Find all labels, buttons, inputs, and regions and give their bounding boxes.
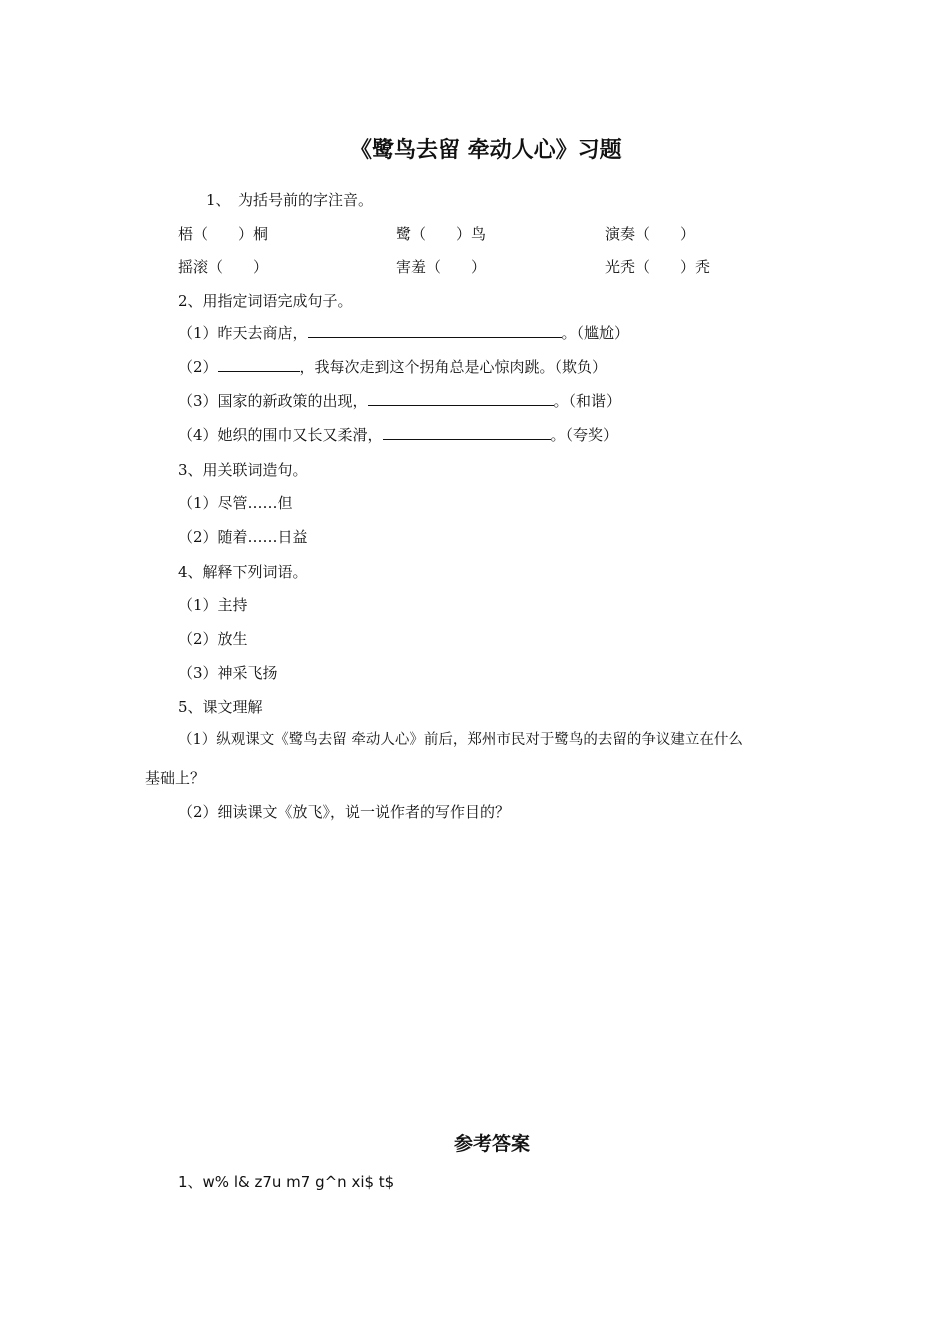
answer-1: 1、w% l& z7u m7 g^n xi$ t$ [178,1173,395,1191]
page-title: 《鹭鸟去留 牵动人心》习题 [350,137,622,163]
sentence-suffix: 。（和谐） [553,392,622,410]
sentence-suffix: ，我每次走到这个拐角总是心惊肉跳。（欺负） [299,358,608,376]
q4-heading: 4、解释下列词语。 [178,563,308,581]
sentence-prefix: （2） [178,358,218,376]
q2-sentence-3 [178,391,621,411]
q5-item-2: （2）细读课文《放飞》，说一说作者的写作目的？ [178,803,511,821]
q5-heading: 5、课文理解 [178,698,263,716]
q3-heading: 3、用关联词造句。 [178,461,308,479]
sentence-prefix: （1）昨天去商店， [178,324,308,342]
q1-item: 梧（ ）桐 [178,225,269,243]
q4-item: （1）主持 [178,596,248,614]
sentence-suffix: 。（尴尬） [561,324,630,342]
q5-item-1-line-2: 基础上？ [145,769,206,787]
q2-sentence-1 [178,323,629,343]
sentence-prefix: （3）国家的新政策的出现， [178,392,368,410]
q1-item: 鹭（ ）鸟 [396,225,487,243]
q5-item-1-line-1: （1）纵观课文《鹭鸟去留 牵动人心》前后，郑州市民对于鹭鸟的去留的争议建立在什么 [178,732,743,748]
sentence-prefix: （4）她织的围巾又长又柔滑， [178,426,383,444]
q4-item: （2）放生 [178,630,248,648]
q1-item: 演奏（ ） [605,225,696,243]
answer-blank[interactable] [368,391,554,406]
q1-heading: 1、 为括号前的字注音。 [206,191,374,209]
answer-blank[interactable] [308,323,562,338]
q2-heading: 2、用指定词语完成句子。 [178,292,353,310]
q4-item: （3）神采飞扬 [178,664,278,682]
answer-blank[interactable] [383,425,551,440]
answers-title: 参考答案 [454,1133,531,1155]
q1-item: 光秃（ ）秃 [605,258,711,276]
q2-sentence-2 [178,357,607,377]
q1-item: 摇滚（ ） [178,258,269,276]
q2-sentence-4 [178,425,618,445]
q3-item: （2）随着……日益 [178,528,308,546]
q1-item: 害羞（ ） [396,258,487,276]
q3-item: （1）尽管……但 [178,494,293,512]
sentence-suffix: 。（夸奖） [550,426,619,444]
answer-blank[interactable] [218,357,300,372]
